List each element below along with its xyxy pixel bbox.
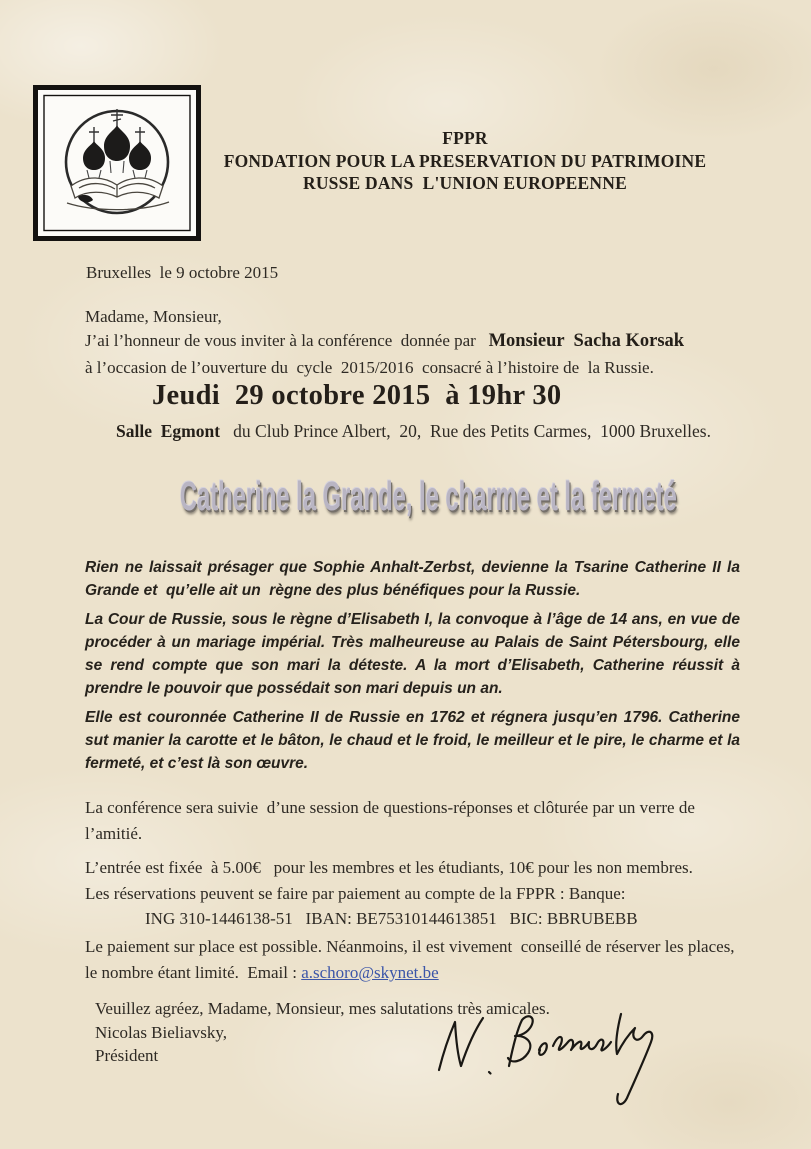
signer-title: Président	[95, 1046, 159, 1065]
bank-account-line: ING 310-1446138-51 IBAN: BE75310144613851 BIC: BBRUBEBB	[145, 909, 638, 928]
valediction: Veuillez agréez, Madame, Monsieur, mes salutations très amicales.	[95, 999, 550, 1018]
conference-title: Catherine la Grande, le charme et la fermeté	[179, 473, 677, 519]
abstract-paragraph: La Cour de Russie, sous le règne d’Elisabeth I, la convoque à l’âge de 14 ans, en vue de procéder à un mariage impérial. Très malheureuse au Palais de Saint Pétersbourg, elle se rend compte que son mari la déteste. A la mort d’Elisabeth, Catherine réussit à prendre le pouvoir que possédait son mari depuis un an.	[85, 611, 745, 697]
contact-email-link[interactable]: a.schoro@skynet.be	[301, 963, 439, 982]
invitation-line2: à l’occasion de l’ouverture du cycle 2015/2016 consacré à l’histoire de la Russie.	[85, 358, 654, 377]
invitation-intro: J’ai l’honneur de vous inviter à la conférence donnée par	[85, 331, 489, 350]
conference-title-banner	[0, 473, 811, 520]
conference-abstract	[85, 556, 745, 781]
russian-domes-book-icon	[33, 85, 201, 241]
handwritten-signature	[425, 1002, 670, 1119]
event-venue	[116, 421, 711, 442]
signature-icon	[425, 1002, 670, 1114]
followup-note: La conférence sera suivie d’une session de questions-réponses et clôturée par un verre de l’amitié.	[85, 798, 700, 843]
reservation-line: Les réservations peuvent se faire par paiement au compte de la FPPR : Banque:	[85, 884, 626, 903]
org-name-line1: FONDATION POUR LA PRESERVATION DU PATRIMOINE	[223, 150, 707, 171]
venue-address: du Club Prince Albert, 20, Rue des Petits Carmes, 1000 Bruxelles.	[220, 421, 711, 441]
org-acronym: FPPR	[442, 128, 488, 148]
signer-name: Nicolas Bieliavsky,	[95, 1022, 228, 1042]
invitation-line1	[85, 331, 684, 352]
org-letterhead	[215, 127, 715, 195]
venue-name: Salle Egmont	[116, 421, 221, 441]
speaker-name: Monsieur Sacha Korsak	[488, 331, 685, 351]
fppr-logo	[33, 85, 201, 241]
payment-note	[85, 934, 747, 986]
abstract-paragraph: Elle est couronnée Catherine II de Russie en 1762 et régnera jusqu’en 1796. Catherine sut manier la carotte et le bâton, le chaud et le froid, le meilleur et le pire, le charme et la fermeté, et c’est là son œuvre.	[85, 709, 745, 772]
org-name-line2: RUSSE DANS L'UNION EUROPEENNE	[303, 173, 627, 193]
abstract-paragraph: Rien ne laissait présager que Sophie Anhalt-Zerbst, devienne la Tsarine Catherine II la Grande et qu’elle ait un règne des plus bénéfiques pour la Russie.	[85, 559, 745, 599]
dateline: Bruxelles le 9 octobre 2015	[86, 263, 279, 282]
salutation: Madame, Monsieur,	[85, 307, 222, 326]
payment-text: Le paiement sur place est possible. Néanmoins, il est vivement conseillé de réserver les places, le nombre étant limité. Email :	[85, 937, 739, 982]
event-datetime: Jeudi 29 octobre 2015 à 19hr 30	[152, 380, 562, 411]
pricing-line: L’entrée est fixée à 5.00€ pour les membres et les étudiants, 10€ pour les non membres.	[85, 858, 693, 877]
